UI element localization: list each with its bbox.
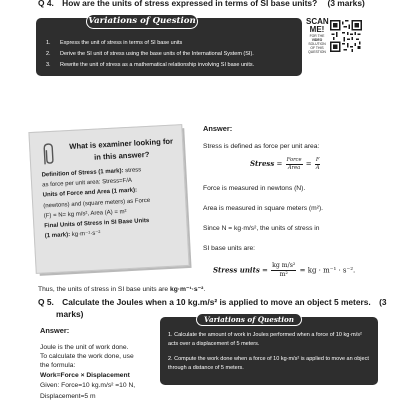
variation-item: 2. Derive the SI unit of stress using the base units of the International System (SI). xyxy=(46,51,254,57)
examiner-note-title: What is examiner looking for in this answer? xyxy=(69,136,174,162)
q5-answer-line: the formula: xyxy=(40,362,76,369)
q5-given: Given: Force=10 kg.m/s² =10 N, xyxy=(40,382,136,389)
qr-code-icon[interactable] xyxy=(330,20,362,52)
examiner-note xyxy=(28,124,196,274)
q5-answer-line: To calculate the work done, use xyxy=(40,353,134,360)
variations-box-q5 xyxy=(160,317,378,385)
q5-number: Q 5. xyxy=(38,297,54,307)
scan-me-label: SCAN ME! FOR THE VIDEO SOLUTION OF THIS QUESTION xyxy=(306,17,329,54)
stress-units-formula: Stress units = $\frac{\text{kg m/s²}}{\text{m²}}$ = kg · m⁻¹ · s⁻². xyxy=(213,262,356,278)
q5-question: Calculate the Joules when a 10 kg.m/s² is applied to move an object 5 meters. xyxy=(62,297,371,307)
q4-answer-line: Force is measured in newtons (N). xyxy=(203,185,306,192)
variation-item: 1. Express the unit of stress in terms of SI base units xyxy=(46,40,183,46)
stress-formula: Stress = $\frac{\text{Force}}{\text{Area}}$ = $\frac{F}{A}$ xyxy=(250,157,320,171)
variation-item: 3. Rewrite the unit of stress as a mathematical relationship involving SI base units. xyxy=(46,62,255,68)
q5-displacement: Displacement=5 m xyxy=(40,393,96,400)
q4-number: Q 4. xyxy=(38,0,54,8)
q5-marks: marks) xyxy=(56,309,84,319)
variations-list xyxy=(46,38,296,71)
q4-answer-line: SI base units are: xyxy=(203,245,256,252)
scan-me-block[interactable] xyxy=(306,18,362,74)
variations-box xyxy=(36,18,302,76)
q5-work-formula: Work=Force × Displacement xyxy=(40,372,130,379)
q4-answer-label: Answer: xyxy=(203,124,233,133)
q5-answer-label: Answer: xyxy=(40,326,70,335)
variations-title-q5: Variations of Question xyxy=(196,313,302,326)
variation-item: 1. Calculate the amount of work in Joules performed when a force of 10 kg·m/s² acts over a displacement of 5 meters. xyxy=(168,332,362,347)
examiner-note-body: Definition of Stress (1 mark): stress as force per unit area: Stress=F/A Units of Force and Area (1 mark): (newtons) and (square meters) as Force (F) = N= kg m/s², Area (A) = m² Final Units of Stress in SI Base Units (1 mark): kg·m⁻¹·s⁻² xyxy=(41,167,151,240)
variations-title: Variations of Question xyxy=(86,14,198,29)
q4-conclusion: Thus, the units of stress in SI base units are kg·m⁻¹·s⁻². xyxy=(38,286,206,293)
q4-marks: (3 marks) xyxy=(327,0,365,8)
q4-question: How are the units of stress expressed in terms of SI base units? xyxy=(62,0,318,8)
q5-heading: Q 5. Calculate the Joules when a 10 kg.m/s² is applied to move an object 5 meters. (3 xyxy=(38,297,387,307)
q4-answer-line: Since N = kg·m/s², the units of stress in xyxy=(203,225,320,232)
q4-answer-line: Stress is defined as force per unit area: xyxy=(203,143,320,150)
variation-item: 2. Compute the work done when a force of 10 kg·m/s² is applied to move an object through a distance of 5 meters. xyxy=(168,356,369,371)
paperclip-icon xyxy=(38,142,59,167)
q5-answer-line: Joule is the unit of work done. xyxy=(40,344,129,351)
q4-answer-line: Area is measured in square meters (m²). xyxy=(203,205,324,212)
q4-heading xyxy=(38,0,365,8)
